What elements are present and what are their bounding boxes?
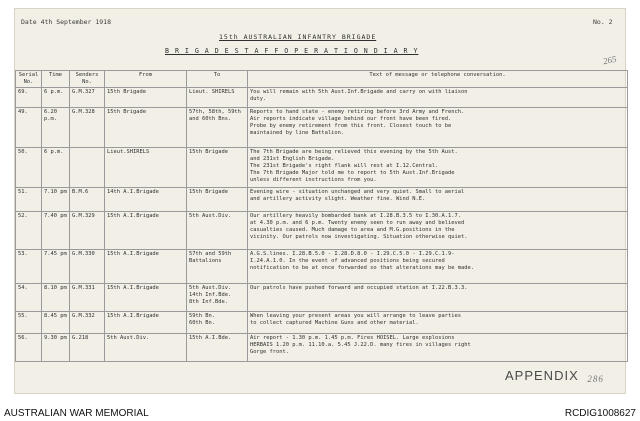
cell-serial xyxy=(16,108,42,148)
message-log-table xyxy=(15,70,628,362)
cell-text-line: The 7th Brigade are being relieved this evening by the 5th Aust. xyxy=(250,149,458,155)
cell-from xyxy=(105,148,187,188)
cell-from-value: 15th Brigade xyxy=(107,109,146,115)
cell-text-line: Evening wire - situation unchanged and very quiet. Small to aerial xyxy=(250,189,465,195)
column-header-serial: Serial No. xyxy=(16,71,42,88)
cell-to-line: 57th, 58th, 59th xyxy=(189,109,241,115)
cell-text xyxy=(248,88,628,108)
cell-senders-value: B.M.6 xyxy=(72,189,89,195)
cell-time xyxy=(42,148,70,188)
cell-time xyxy=(42,284,70,312)
cell-text-line: The 7th Brigade Major told me to report to 5th Aust.Inf.Brigade xyxy=(250,170,455,176)
cell-from xyxy=(105,312,187,334)
cell-text-line: HERBAIS 1.20 p.m. 11.10.a. 5.45 J.22.D. many fires in villages right xyxy=(250,342,471,348)
column-header-senders: Senders No. xyxy=(70,71,105,88)
cell-text xyxy=(248,250,628,284)
cell-senders-value: G.M.329 xyxy=(72,213,95,219)
cell-time-value: 6 p.m. xyxy=(44,149,64,155)
cell-from-value: 15th A.I.Brigade xyxy=(107,213,159,219)
cell-senders xyxy=(70,334,105,362)
footer-left: AUSTRALIAN WAR MEMORIAL xyxy=(4,408,149,419)
cell-senders xyxy=(70,148,105,188)
cell-text-line: Reports to hand state - enemy retiring before 3rd Army and French. xyxy=(250,109,465,115)
cell-text xyxy=(248,284,628,312)
table-row xyxy=(16,188,628,212)
cell-text-line: at 4.30 p.m. and 6 p.m. Twenty enemy seen to run away and believed xyxy=(250,220,465,226)
cell-time-line: p.m. xyxy=(44,116,57,122)
cell-to xyxy=(187,334,248,362)
cell-senders xyxy=(70,88,105,108)
cell-text-line: duty. xyxy=(250,96,267,102)
cell-serial-value: 54. xyxy=(18,285,28,291)
table-body xyxy=(16,88,628,362)
appendix-stamp xyxy=(505,368,604,384)
cell-time-value: 8.45 pm xyxy=(44,313,67,319)
cell-to-line: Lieut. SHIRELS xyxy=(189,89,235,95)
unit-title: 15th AUSTRALIAN INFANTRY BRIGADE xyxy=(219,33,377,41)
cell-to xyxy=(187,148,248,188)
cell-senders xyxy=(70,188,105,212)
cell-text-line: maintained by line Battalion. xyxy=(250,130,345,136)
cell-to-line: 14th Inf.Bde. xyxy=(189,292,232,298)
cell-to-line: 15th A.I.Bde. xyxy=(189,335,232,341)
cell-text-line: casualties caused. Much damage to area and M.G.positions in the xyxy=(250,227,455,233)
cell-to xyxy=(187,108,248,148)
cell-time xyxy=(42,188,70,212)
cell-senders xyxy=(70,250,105,284)
cell-text-line: You will remain with 5th Aust.Inf.Brigade and carry on with liaison xyxy=(250,89,468,95)
cell-from xyxy=(105,88,187,108)
cell-to-line: 8th Inf.Bde. xyxy=(189,299,228,305)
cell-text-line: unless different instructions from you. xyxy=(250,177,377,183)
cell-text-line: A.G.S.lines. I.28.B.5.0 - I.28.D.8.0 - I.29.C.5.0 - I.29.C.1.9- xyxy=(250,251,455,257)
cell-text-line: Our patrols have pushed forward and occupied station at I.22.B.3.3. xyxy=(250,285,468,291)
cell-to xyxy=(187,250,248,284)
cell-time xyxy=(42,250,70,284)
cell-time xyxy=(42,108,70,148)
cell-time xyxy=(42,334,70,362)
cell-to xyxy=(187,188,248,212)
table-row xyxy=(16,108,628,148)
cell-serial-value: 50. xyxy=(18,149,28,155)
column-header-time: Time xyxy=(42,71,70,88)
cell-serial-value: 51. xyxy=(18,189,28,195)
table-row xyxy=(16,250,628,284)
cell-serial xyxy=(16,212,42,250)
cell-to-line: 57th and 59th xyxy=(189,251,232,257)
cell-text xyxy=(248,212,628,250)
cell-from-value: 15th A.I.Brigade xyxy=(107,285,159,291)
cell-from-value: 5th Aust.Div. xyxy=(107,335,150,341)
cell-serial xyxy=(16,284,42,312)
cell-time xyxy=(42,88,70,108)
cell-time-value: 7.40 pm xyxy=(44,213,67,219)
cell-serial-value: 55. xyxy=(18,313,28,319)
cell-to xyxy=(187,284,248,312)
cell-senders-value: G.M.330 xyxy=(72,251,95,257)
page-number: No. 2 xyxy=(593,18,613,26)
cell-serial xyxy=(16,148,42,188)
column-header-from: From xyxy=(105,71,187,88)
cell-serial xyxy=(16,334,42,362)
cell-text-line: Gorge front. xyxy=(250,349,289,355)
cell-from xyxy=(105,250,187,284)
cell-text-line: Probe by enemy retirement from this front. Closest touch to be xyxy=(250,123,452,129)
cell-senders-value: G.M.327 xyxy=(72,89,95,95)
table-row xyxy=(16,312,628,334)
cell-senders xyxy=(70,212,105,250)
cell-from xyxy=(105,284,187,312)
cell-serial-value: 52. xyxy=(18,213,28,219)
table-row xyxy=(16,212,628,250)
cell-to-line: 15th Brigade xyxy=(189,149,228,155)
cell-text xyxy=(248,188,628,212)
cell-time-line: 6.20 xyxy=(44,109,57,115)
cell-from xyxy=(105,188,187,212)
cell-text-line: and 231st English Brigade. xyxy=(250,156,335,162)
cell-text-line: vicinity. Our patrols now investigating. Situation otherwise quiet. xyxy=(250,234,468,240)
cell-from-value: Lieut.SHIRELS xyxy=(107,149,150,155)
cell-text-line: The 231st Brigade's right flank will rest at I.12.Central. xyxy=(250,163,439,169)
cell-text-line: Our artillery heavily bombarded bank at I.28.B.3.5 to I.30.A.1.7. xyxy=(250,213,461,219)
cell-text-line: I.24.A.1.0. In the event of advanced positions being secured xyxy=(250,258,445,264)
cell-senders-value: G.218 xyxy=(72,335,89,341)
cell-text-line: When leaving your present areas you will arrange to leave parties xyxy=(250,313,461,319)
cell-text-line: to collect captured Machine Guns and other material. xyxy=(250,320,419,326)
cell-senders-value: G.M.332 xyxy=(72,313,95,319)
cell-to-line: 60th Bn. xyxy=(189,320,215,326)
cell-serial-value: 69. xyxy=(18,89,28,95)
cell-serial xyxy=(16,188,42,212)
cell-serial-value: 53. xyxy=(18,251,28,257)
cell-to xyxy=(187,88,248,108)
cell-time xyxy=(42,212,70,250)
cell-serial-value: 56. xyxy=(18,335,28,341)
cell-time-value: 7.10 pm xyxy=(44,189,67,195)
cell-time-value: 8.10 pm xyxy=(44,285,67,291)
cell-to xyxy=(187,312,248,334)
diary-title: B R I G A D E S T A F F O P E R A T I O N D I A R Y xyxy=(165,47,419,55)
cell-from-value: 15th A.I.Brigade xyxy=(107,313,159,319)
cell-serial-value: 49. xyxy=(18,109,28,115)
diary-date: Date 4th September 1918 xyxy=(21,18,112,26)
cell-senders-value: G.M.331 xyxy=(72,285,95,291)
table-row xyxy=(16,88,628,108)
cell-serial xyxy=(16,88,42,108)
cell-time xyxy=(42,312,70,334)
column-header-to: To xyxy=(187,71,248,88)
table-row xyxy=(16,284,628,312)
table-row xyxy=(16,148,628,188)
cell-text xyxy=(248,148,628,188)
cell-serial xyxy=(16,312,42,334)
cell-text xyxy=(248,334,628,362)
appendix-label: APPENDIX xyxy=(505,368,579,383)
cell-text xyxy=(248,108,628,148)
cell-text-line: Air report - 1.30 p.m. 1.45 p.m. Fires HOISEL. Large explosions xyxy=(250,335,455,341)
table-row xyxy=(16,334,628,362)
cell-to xyxy=(187,212,248,250)
cell-from xyxy=(105,108,187,148)
cell-from-value: 15th Brigade xyxy=(107,89,146,95)
cell-to-line: 15th Brigade xyxy=(189,189,228,195)
cell-to-line: 5th Aust.Div. xyxy=(189,213,232,219)
cell-senders xyxy=(70,312,105,334)
column-header-text: Text of message or telephone conversation. xyxy=(248,71,628,88)
cell-time-value: 9.30 pm xyxy=(44,335,67,341)
cell-senders xyxy=(70,284,105,312)
cell-serial xyxy=(16,250,42,284)
cell-time-value: 6 p.m. xyxy=(44,89,64,95)
table-header-row xyxy=(16,71,628,88)
pencil-number: 265 xyxy=(602,53,618,67)
cell-text xyxy=(248,312,628,334)
cell-from xyxy=(105,212,187,250)
cell-senders xyxy=(70,108,105,148)
cell-to-line: and 60th Bns. xyxy=(189,116,232,122)
cell-text-line: and artillery activity slight. Weather fine. Wind N.E. xyxy=(250,196,426,202)
footer-right: RCDIG1008627 xyxy=(564,408,636,419)
cell-time-value: 7.45 pm xyxy=(44,251,67,257)
cell-from-value: 14th A.I.Brigade xyxy=(107,189,159,195)
cell-to-line: 5th Aust.Div. xyxy=(189,285,232,291)
appendix-number: 286 xyxy=(587,374,604,384)
diary-sheet xyxy=(14,8,626,394)
cell-from xyxy=(105,334,187,362)
cell-senders-value: G.M.328 xyxy=(72,109,95,115)
cell-to-line: Battalions xyxy=(189,258,222,264)
cell-to-line: 59th Bn. xyxy=(189,313,215,319)
cell-text-line: notification to be at once forwarded so that alterations may be made. xyxy=(250,265,474,271)
cell-from-value: 15th A.I.Brigade xyxy=(107,251,159,257)
cell-text-line: Air reports indicate village behind our front have been fired. xyxy=(250,116,452,122)
